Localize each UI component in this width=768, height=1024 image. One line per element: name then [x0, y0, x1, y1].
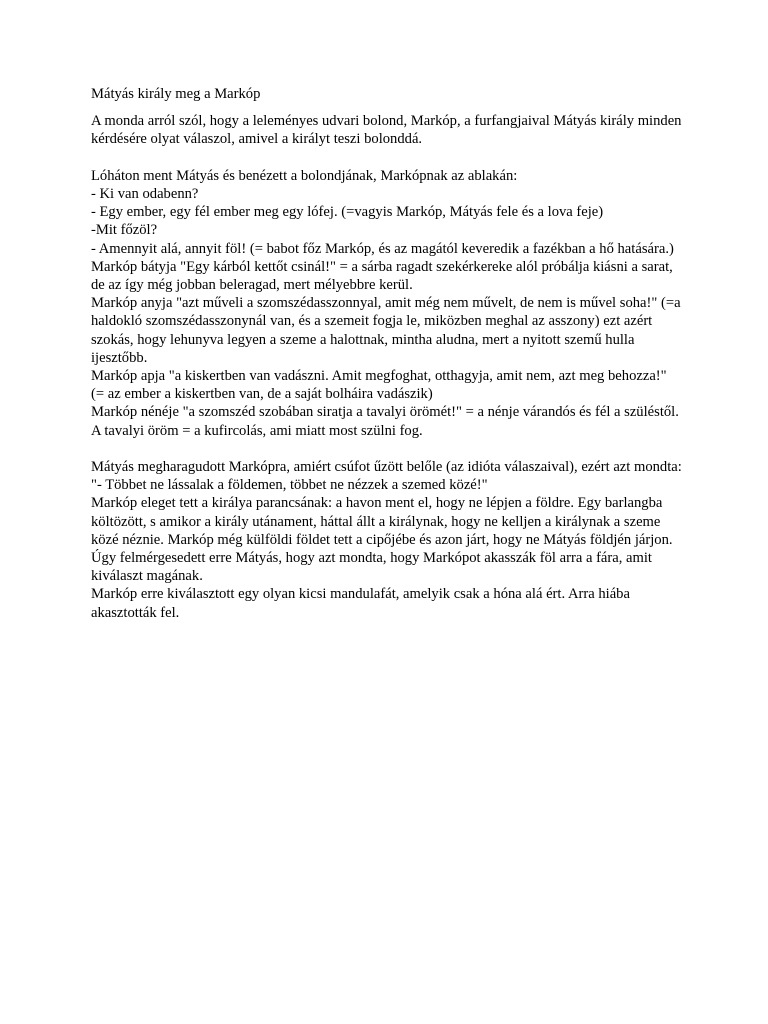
text-line: - Ki van odabenn?: [91, 186, 199, 202]
text-line: Lóháton ment Mátyás és benézett a bolondjának, Markópnak az ablakán:: [91, 167, 518, 184]
text-line: Markóp erre kiválasztott egy olyan kicsi mandulafát, amelyik csak a hóna alá ért. Arra hiába akasztották fel.: [91, 586, 630, 621]
text-line: Mátyás megharagudott Markópra, amiért csúfot űzött belőle (az idióta válaszaival), ezért azt mondta:: [91, 459, 682, 476]
text-line: Markóp bátyja "Egy kárból kettőt csinál!" = a sárba ragadt szekérkereke alól próbálja kiásni a sarat, de az így még jobban beleragad, mert mélyebbre kerül.: [91, 258, 673, 294]
text-line: Úgy felmérgesedett erre Mátyás, hogy azt mondta, hogy Markópot akasszák föl arra a fára, amit kiválaszt magának.: [91, 550, 652, 585]
paragraph-gap: [91, 440, 683, 458]
text-line: Markóp nénéje "a szomszéd szobában siratja a tavalyi örömét!" = a nénje várandós és fél a szüléstől. A tavalyi öröm = a kufircolás, ami miatt most szülni fog.: [91, 404, 679, 439]
document-title: Mátyás király meg a Markóp: [91, 86, 261, 102]
document-page: [91, 85, 683, 622]
text-line: - Amennyit alá, annyit föl! (= babot főz Markóp, és az magától keveredik a fazékban a hő hatására.): [91, 240, 674, 257]
text-line: - Egy ember, egy fél ember meg egy lófej. (=vagyis Markóp, Mátyás fele és a lova feje): [91, 204, 604, 221]
text-line: -Mit főzöl?: [91, 222, 158, 239]
section-dialogue: [91, 167, 683, 440]
section-punishment: [91, 458, 683, 622]
intro-paragraph: A monda arról szól, hogy a leleményes udvari bolond, Markóp, a furfangjaival Mátyás király minden kérdésére olyat válaszol, amivel a királyt teszi bolonddá.: [91, 113, 682, 148]
text-line: Markóp apja "a kiskertben van vadászni. Amit megfoghat, otthagyja, amit nem, azt meg behozza!" (= az ember a kiskertben van, de a saját bolháira vadászik): [91, 368, 667, 403]
text-line: Markóp anyja "azt műveli a szomszédasszonnyal, amit még nem művelt, de nem is művel soha!" (=a haldokló szomszédasszonynál van, és a szemeit fogja le, miközben meghal az asszony) ezt azért szokás, hogy lehunyva legyen a szeme a halottnak, mintha aludna, mert a nyitott szemű hulla ijesztőbb.: [91, 295, 681, 366]
text-line: "- Többet ne lássalak a földemen, többet ne nézzek a szemed közé!": [91, 477, 488, 494]
text-line: Markóp eleget tett a királya parancsának: a havon ment el, hogy ne lépjen a földre. Egy barlangba költözött, s amikor a király utánament, háttal állt a királynak, hogy ne kelljen a királynak a szeme közé néznie. Markóp még külföldi földet tett a cipőjébe és azon járt, hogy ne Mátyás földjén járjon.: [91, 495, 673, 548]
paragraph-gap: [91, 149, 683, 167]
